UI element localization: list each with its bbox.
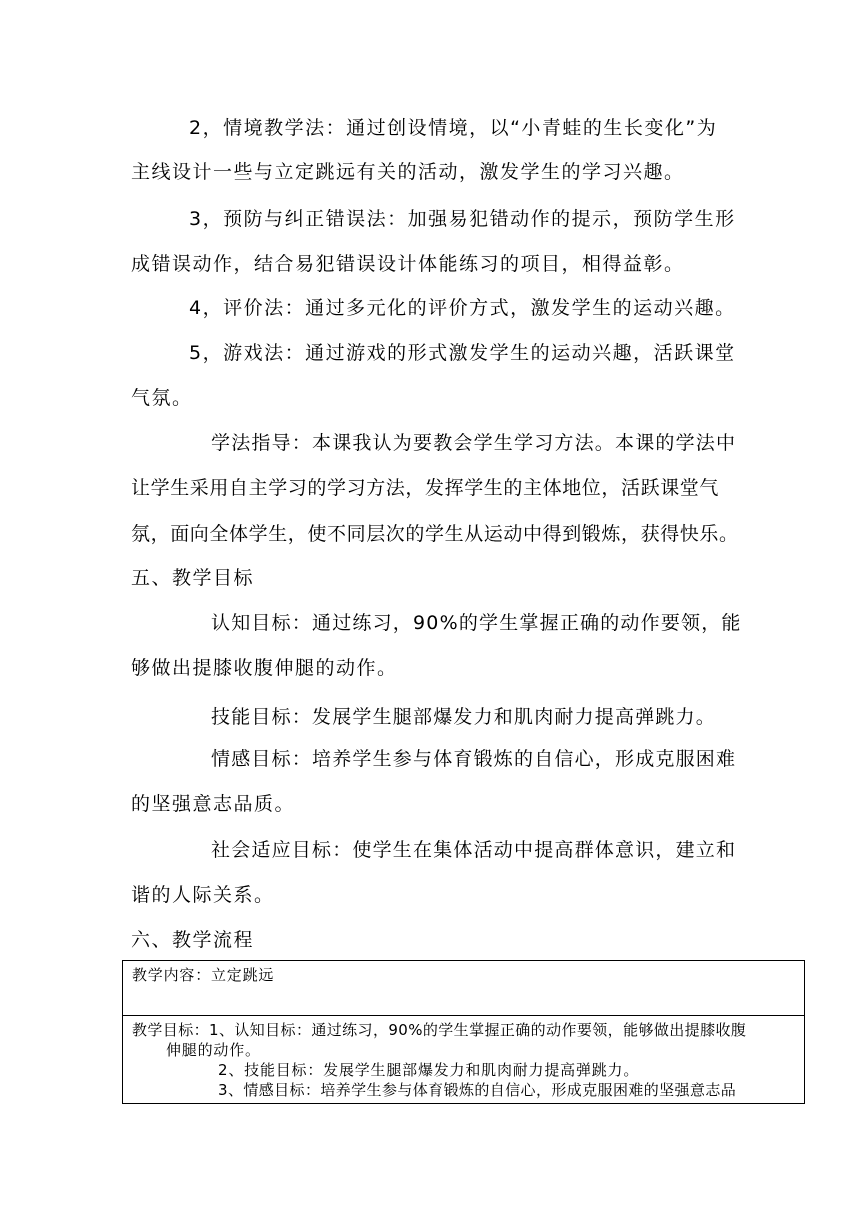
method-situational-line-2: 主线设计一些与立定跳远有关的活动，激发学生的学习兴趣。 (131, 161, 685, 183)
section-6-title: 六、教学流程 (131, 929, 255, 951)
goal-emotional-line-1: 情感目标：培养学生参与体育锻炼的自信心，形成克服困难 (211, 748, 737, 770)
method-prevention-line-2: 成错误动作，结合易犯错误设计体能练习的项目，相得益彰。 (131, 253, 685, 275)
table-goals-line-1: 教学目标：1、认知目标：通过练习，90%的学生掌握正确的动作要领，能够做出提膝收腹 (132, 1021, 747, 1039)
table-goals-line-4: 3、情感目标：培养学生参与体育锻炼的自信心，形成克服困难的坚强意志品 (218, 1081, 737, 1099)
table-goals-line-2: 伸腿的动作。 (166, 1041, 261, 1059)
method-situational-line-1: 2，情境教学法：通过创设情境，以“小青蛙的生长变化”为 (189, 117, 718, 139)
learning-guidance-line-2: 让学生采用自主学习的学习方法，发挥学生的主体地位，活跃课堂气 (131, 477, 720, 499)
table-content-cell: 教学内容：立定跳远 (132, 966, 275, 984)
method-game-line-1: 5，游戏法：通过游戏的形式激发学生的运动兴趣，活跃课堂 (189, 342, 736, 364)
learning-guidance-line-1: 学法指导：本课我认为要教会学生学习方法。本课的学法中 (211, 432, 737, 454)
goal-emotional-line-2: 的坚强意志品质。 (131, 793, 296, 815)
teaching-flow-table (122, 960, 805, 1104)
goal-cognitive-line-2: 够做出提膝收腹伸腿的动作。 (131, 657, 398, 679)
goal-cognitive-line-1: 认知目标：通过练习，90%的学生掌握正确的动作要领，能 (211, 612, 742, 634)
table-goals-line-3: 2、技能目标：发展学生腿部爆发力和肌肉耐力提高弹跳力。 (218, 1061, 640, 1079)
method-evaluation-line: 4，评价法：通过多元化的评价方式，激发学生的运动兴趣。 (189, 297, 736, 319)
method-prevention-line-1: 3，预防与纠正错误法：加强易犯错动作的提示，预防学生形 (189, 208, 736, 230)
goal-social-line-1: 社会适应目标：使学生在集体活动中提高群体意识，建立和 (211, 839, 737, 861)
table-row-divider (123, 1015, 804, 1016)
goal-skill-line: 技能目标：发展学生腿部爆发力和肌肉耐力提高弹跳力。 (211, 706, 717, 728)
method-game-line-2: 气氛。 (131, 387, 193, 409)
learning-guidance-line-3: 氛，面向全体学生，使不同层次的学生从运动中得到锻炼，获得快乐。 (131, 523, 739, 545)
section-5-title: 五、教学目标 (131, 567, 255, 589)
goal-social-line-2: 谐的人际关系。 (131, 884, 275, 906)
